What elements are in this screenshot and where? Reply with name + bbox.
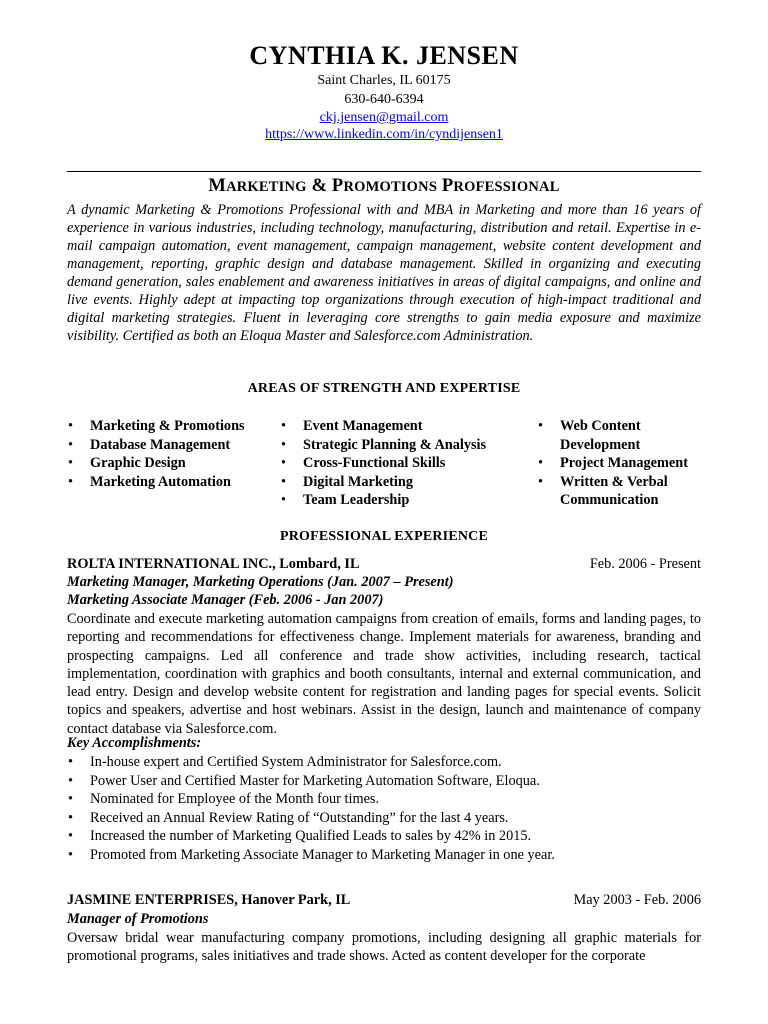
list-item: • Increased the number of Marketing Qualified Leads to sales by 42% in 2015. (67, 827, 701, 846)
accomplishments-list (67, 753, 701, 864)
linkedin-line (0, 127, 768, 143)
list-item: • Team Leadership (280, 491, 530, 510)
headline-word-3: ROFESSIONAL (453, 179, 560, 195)
list-item: • Database Management (67, 436, 267, 455)
strengths-column-2 (280, 417, 530, 510)
list-item: • Web Content Development (537, 417, 712, 454)
headline-cap-2: P (331, 176, 344, 196)
email-link[interactable]: ckj.jensen@gmail.com (319, 110, 449, 125)
job-1-dates: Feb. 2006 - Present (589, 556, 701, 572)
email-line (0, 110, 768, 126)
job-2-title: Manager of Promotions (67, 911, 209, 927)
job-2-header (67, 892, 701, 909)
list-item: • Received an Annual Review Rating of “Outstanding” for the last 4 years. (67, 809, 701, 828)
headline-cap-3: P (437, 176, 454, 196)
list-item: • Strategic Planning & Analysis (280, 436, 530, 455)
job-2-company: JASMINE ENTERPRISES, Hanover Park, IL (67, 892, 351, 908)
list-item: • Marketing & Promotions (67, 417, 267, 436)
header-divider (67, 171, 701, 172)
list-item: • Written & Verbal Communication (537, 473, 712, 510)
job-1-description: Coordinate and execute marketing automation campaigns from creation of emails, forms and landing pages, to reporting and recommendations for effectiveness change. Implement materials for awareness, branding and prospecting campaigns. Led all conference and trade show activities, including research, tactical implementation, coordination with graphics and booth consultants, internal and external communication, and lead entry. Design and develop website content for registration and landing pages for special events. Solicit topics and speakers, advertise and host webinars. Assist in the design, launch and maintenance of company contact database via Salesforce.com. (67, 611, 701, 737)
headline-ampersand: & (306, 176, 332, 196)
job-1-company: ROLTA INTERNATIONAL INC., Lombard, IL (67, 556, 360, 572)
headline-word-1: ARKETING (226, 179, 307, 195)
headline-cap-1: M (208, 176, 227, 196)
list-item: • Event Management (280, 417, 530, 436)
phone: 630-640-6394 (344, 92, 424, 107)
summary-paragraph: A dynamic Marketing & Promotions Professional with and MBA in Marketing and more than 16 years of experience in various industries, including technology, manufacturing, distribution and retail. Expertise in e-mail campaign automation, event management, campaign management, website content development and management, reporting, graphic design and database management. Skilled in organizing and executing demand generation, sales enablement and awareness initiatives in areas of digital campaigns, and online and live events. Highly adept at impacting top organizations through execution of high-impact traditional and digital marketing strategies. Fluent in leveraging core strengths to gain media exposure and maximize visibility. Certified as both an Eloqua Master and Salesforce.com Administration. (67, 202, 701, 344)
job-1-title-current: Marketing Manager, Marketing Operations (Jan. 2007 – Present) (67, 574, 454, 590)
experience-heading: PROFESSIONAL EXPERIENCE (279, 529, 489, 544)
list-item: • Graphic Design (67, 454, 267, 473)
key-accomplishments-label: Key Accomplishments: (67, 735, 202, 751)
job-2-dates: May 2003 - Feb. 2006 (573, 892, 701, 908)
list-item: • Cross-Functional Skills (280, 454, 530, 473)
professional-headline (0, 176, 768, 197)
list-item: • Project Management (537, 454, 712, 473)
list-item: • Nominated for Employee of the Month four times. (67, 790, 701, 809)
candidate-name: CYNTHIA K. JENSEN (249, 41, 519, 70)
strengths-heading: AREAS OF STRENGTH AND EXPERTISE (247, 381, 521, 396)
strengths-column-3 (537, 417, 712, 510)
headline-word-2: ROMOTIONS (343, 179, 438, 195)
list-item: • Promoted from Marketing Associate Manager to Marketing Manager in one year. (67, 846, 701, 865)
address: Saint Charles, IL 60175 (317, 73, 451, 88)
list-item: • Marketing Automation (67, 473, 267, 492)
list-item: • In-house expert and Certified System Administrator for Salesforce.com. (67, 753, 701, 772)
strengths-column-1 (67, 417, 267, 491)
job-2-description: Oversaw bridal wear manufacturing company promotions, including designing all graphic materials for promotional programs, sales initiatives and trade shows. Acted as content developer for the corporate (67, 930, 701, 965)
linkedin-link[interactable]: https://www.linkedin.com/in/cyndijensen1 (265, 127, 503, 142)
list-item: • Digital Marketing (280, 473, 530, 492)
list-item: • Power User and Certified Master for Marketing Automation Software, Eloqua. (67, 772, 701, 791)
job-1-title-previous: Marketing Associate Manager (Feb. 2006 - Jan 2007) (67, 592, 384, 608)
job-1-header (67, 556, 701, 573)
